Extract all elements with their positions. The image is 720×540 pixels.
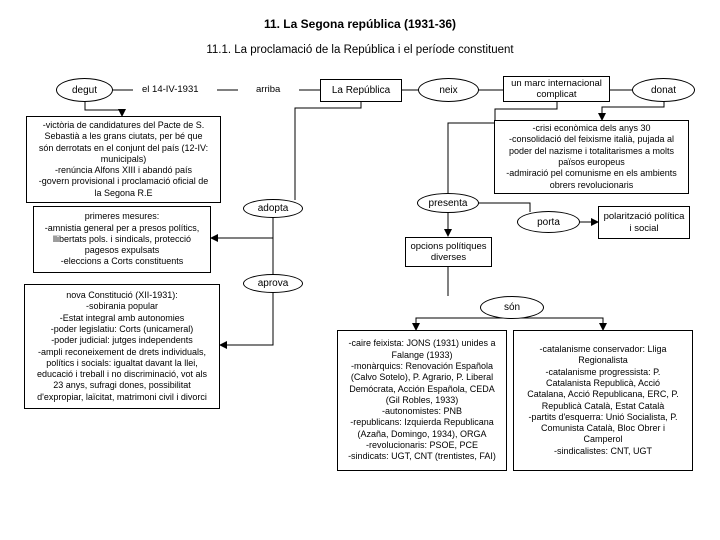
- box-line: Camperol: [583, 434, 623, 445]
- node-marc-internacional: un marc internacional complicat: [503, 76, 610, 102]
- label-arriba: arriba: [256, 84, 281, 95]
- box-line: -admiració pel comunisme en els ambients: [506, 168, 677, 179]
- box-line: Comunista Català, Bloc Obrer i: [540, 423, 666, 434]
- box-line: nova Constitució (XII-1931):: [66, 290, 178, 301]
- box-line: -poder judicial: jutges independents: [51, 335, 193, 346]
- edge-presenta-porta: [478, 203, 530, 212]
- edge-aprova-constitucio: [220, 292, 273, 345]
- node-aprova: aprova: [243, 274, 303, 293]
- page-title: 11. La Segona república (1931-36): [263, 17, 457, 31]
- box-line: polítics i socials: igualtat davant la llei,: [46, 357, 198, 368]
- edge-son-catalans: [512, 318, 603, 330]
- node-neix: neix: [418, 78, 479, 102]
- node-adopta: adopta: [243, 199, 303, 218]
- box-line: Sebastià a les grans ciutats, per bé que: [44, 131, 203, 142]
- box-line: -ampli reconeixement de drets individuals,: [37, 346, 207, 357]
- box-line: Republicà Català, Estat Català: [541, 400, 665, 411]
- box-line: -govern provisional i proclamació oficial de: [38, 176, 209, 187]
- node-porta: porta: [517, 211, 580, 233]
- box-line: -amnistia general per a presos polítics,: [44, 222, 200, 233]
- box-line: -catalanisme conservador: Lliga: [539, 344, 667, 355]
- node-partits-catalans: [513, 330, 693, 471]
- box-line: municipals): [100, 153, 147, 164]
- box-line: (Azaña, Domingo, 1934), ORGA: [357, 428, 487, 439]
- box-line: -caire feixista: JONS (1931) unides a: [348, 338, 496, 349]
- box-line: Catalanista Republicà, Acció: [545, 377, 661, 388]
- box-line: -monàrquics: Renovación Española: [350, 360, 494, 371]
- node-partits-espanyols: [337, 330, 507, 471]
- box-line: educació i treball i no discriminació, vot als: [36, 369, 208, 380]
- box-line: -sindicats: UGT, CNT (trentistes, FAI): [348, 451, 496, 462]
- box-line: països europeus: [558, 157, 625, 167]
- box-line: Regionalista: [578, 355, 628, 366]
- label-date: el 14-IV-1931: [142, 84, 199, 95]
- box-line: pagesos expulsats: [84, 245, 160, 256]
- node-son: són: [480, 296, 544, 319]
- box-line: llibertats pols. i sindicals, protecció: [52, 233, 192, 244]
- node-crisi: [494, 120, 689, 194]
- edge-republica-adopta: [295, 100, 361, 200]
- page-subtitle: 11.1. La proclamació de la República i el període constituent: [206, 44, 514, 56]
- node-polaritzacio: polarització política i social: [598, 206, 690, 239]
- box-line: la Segona R.E: [94, 187, 153, 198]
- box-line: primeres mesures:: [84, 211, 160, 222]
- box-line: obrers revolucionaris: [549, 179, 634, 190]
- box-line: d'expropiar, laïcitat, matrimoni civil i divorci: [37, 391, 207, 402]
- box-line: -crisi econòmica dels anys 30: [532, 123, 651, 134]
- node-victoria: [26, 116, 221, 203]
- box-line: són derrotats en el conjunt del país (12-IV:: [38, 142, 209, 153]
- box-line: -renúncia Alfons XIII i abandó país: [54, 165, 193, 176]
- box-line: -autonomistes: PNB: [381, 406, 463, 417]
- box-line: (Calvo Sotelo), P. Agrario, P. Liberal: [350, 372, 494, 383]
- node-degut: degut: [56, 78, 113, 102]
- node-republica: La República: [320, 79, 402, 102]
- edge-adopta-mesures: [211, 216, 273, 238]
- box-line: (Gil Robles, 1933): [385, 394, 459, 405]
- box-line: -poder legislatiu: Corts (unicameral): [50, 323, 194, 334]
- node-constitucio: [24, 284, 220, 409]
- box-line: -catalanisme progressista: P.: [545, 366, 661, 377]
- node-donat: donat: [632, 78, 695, 102]
- box-line: Falange (1933): [391, 349, 453, 360]
- box-line: -republicans: Izquierda Republicana: [350, 417, 494, 428]
- box-line: -sindicalistes: CNT, UGT: [553, 445, 652, 456]
- node-primeres-mesures: [33, 206, 211, 273]
- node-presenta: presenta: [417, 193, 479, 213]
- box-line: Catalana, Acció Republicana, ERC, P.: [527, 389, 679, 400]
- box-line: -consolidació del feixisme italià, pujada al: [508, 134, 675, 145]
- box-line: 23 anys, sufragi dones, possibilitat: [53, 380, 191, 391]
- box-line: -victòria de candidatures del Pacte de S.: [42, 119, 205, 130]
- box-line: -eleccions a Corts constituents: [60, 256, 184, 267]
- box-line: -Estat integral amb autonomies: [59, 312, 185, 323]
- box-line: Demócrata, Acción Española, CEDA: [349, 383, 495, 394]
- node-opcions: opcions polítiques diverses: [405, 237, 492, 267]
- box-line: -sobirania popular: [85, 301, 159, 312]
- edge-donat-crisi: [602, 99, 664, 120]
- box-line: -revolucionaris: PSOE, PCE: [365, 440, 479, 451]
- box-line: poder del nazisme i totalitarismes a molts: [508, 145, 675, 156]
- box-line: -partits d'esquerra: Unió Socialista, P.: [528, 411, 678, 422]
